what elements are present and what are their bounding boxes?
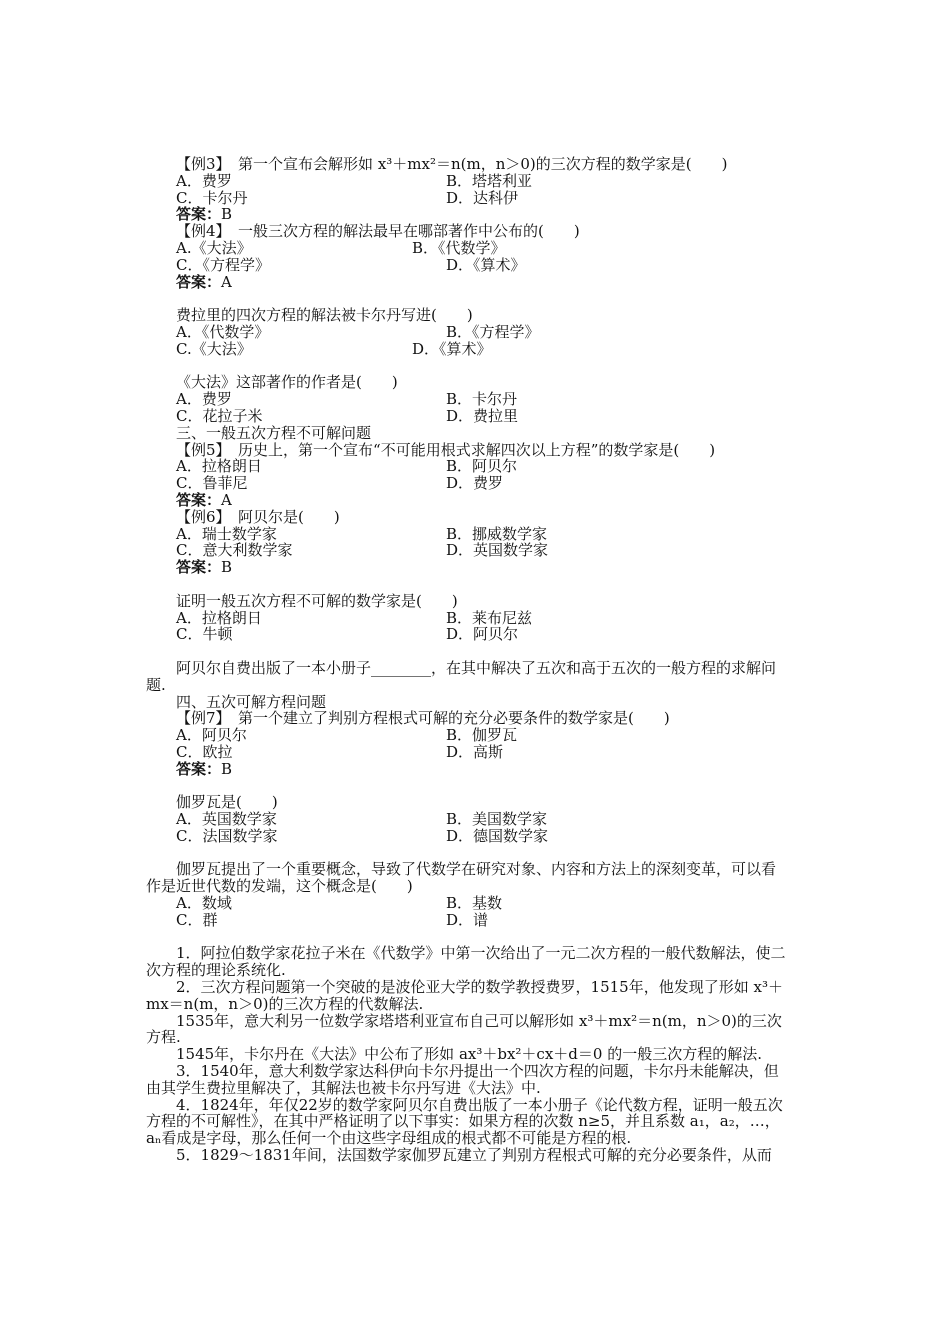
answer-label: 答案： bbox=[176, 490, 222, 509]
option-b: B．阿贝尔 bbox=[446, 457, 518, 476]
note-5: 5．1829～1831年间，法国数学家伽罗瓦建立了判别方程根式可解的充分必要条件，从而 bbox=[176, 1146, 772, 1165]
concept-question: 伽罗瓦提出了一个重要概念，导致了代数学在研究对象、内容和方法上的深刻变革，可以看作是近世代数的发端，这个概念是( ) bbox=[146, 860, 777, 896]
option-c: C.《大法》 bbox=[176, 339, 252, 358]
answer-value: B bbox=[221, 205, 233, 224]
example-7-options-row1 bbox=[176, 727, 816, 744]
answer-value: B bbox=[221, 558, 233, 577]
note-1: 1．阿拉伯数学家花拉子米在《代数学》中第一次给出了一元二次方程的一般代数解法，使二次方程的理论系统化. bbox=[146, 944, 786, 980]
option-b: B．莱布尼兹 bbox=[446, 608, 533, 627]
proof-options-row2 bbox=[176, 626, 816, 643]
answer-value: A bbox=[221, 272, 232, 291]
example-4-question: 【例4】 一般三次方程的解法最早在哪部著作中公布的( ) bbox=[176, 222, 580, 241]
option-c: C．花拉子米 bbox=[176, 406, 263, 425]
example-5-answer bbox=[176, 492, 816, 509]
example-6-question: 【例6】 阿贝尔是( ) bbox=[176, 507, 340, 526]
answer-label: 答案： bbox=[176, 759, 222, 778]
option-d: D．高斯 bbox=[446, 742, 504, 761]
option-a: A．瑞士数学家 bbox=[176, 524, 277, 543]
answer-label: 答案： bbox=[176, 205, 222, 224]
option-a: A．费罗 bbox=[176, 171, 232, 190]
option-c: C．欧拉 bbox=[176, 742, 233, 761]
option-b: B．卡尔丹 bbox=[446, 390, 518, 409]
option-a: A．数域 bbox=[176, 894, 232, 913]
note-2: 2．三次方程问题第一个突破的是波伦亚大学的数学教授费罗，1515年，他发现了形如 x³＋mx＝n(m，n＞0)的三次方程的代数解法. bbox=[146, 978, 783, 1013]
note-3: 3．1540年，意大利数学家达科伊向卡尔丹提出一个四次方程的问题，卡尔丹未能解决，但由其学生费拉里解决了，其解法也被卡尔丹写进《大法》中. bbox=[146, 1062, 779, 1097]
example-3-answer bbox=[176, 206, 816, 223]
option-c: C．鲁菲尼 bbox=[176, 474, 248, 493]
note-4: 4．1824年，年仅22岁的数学家阿贝尔自费出版了一本小册子《论代数方程，证明一般五次方程的不可解性》，在其中严格证明了以下事实：如果方程的次数 n≥5，并且系数 a₁，a₂，…，aₙ看成是字母，那么任何一个由这些字母组成的根式都不可能是方程的根. bbox=[146, 1095, 783, 1148]
section-3-heading: 三、一般五次方程不可解问题 bbox=[176, 423, 372, 442]
option-d: D．谱 bbox=[446, 910, 489, 929]
option-b: B．《方程学》 bbox=[446, 322, 540, 341]
option-a: A．费罗 bbox=[176, 390, 232, 409]
option-d: D．《算术》 bbox=[446, 255, 526, 274]
option-a: A．《代数学》 bbox=[176, 322, 270, 341]
answer-label: 答案： bbox=[176, 272, 222, 291]
option-b: B．《代数学》 bbox=[412, 238, 506, 257]
option-b: B．美国数学家 bbox=[446, 810, 548, 829]
note-2b: 1535年，意大利另一位数学家塔塔利亚宣布自己可以解形如 x³＋mx²＝n(m，n＞0)的三次方程. bbox=[146, 1011, 782, 1047]
option-a: A．拉格朗日 bbox=[176, 457, 262, 476]
proof-question: 证明一般五次方程不可解的数学家是( ) bbox=[176, 591, 458, 610]
example-3-options-row1 bbox=[176, 173, 816, 190]
option-c: C．牛顿 bbox=[176, 625, 233, 644]
note-2c: 1545年，卡尔丹在《大法》中公布了形如 ax³＋bx²＋cx＋d＝0 的一般三次方程的解法. bbox=[176, 1045, 762, 1064]
option-c: C．意大利数学家 bbox=[176, 541, 293, 560]
option-d: D．英国数学家 bbox=[446, 541, 549, 560]
document-page bbox=[146, 155, 816, 1165]
example-5-options-row1 bbox=[176, 458, 816, 475]
option-a: A．英国数学家 bbox=[176, 810, 277, 829]
example-6-answer bbox=[176, 559, 816, 576]
option-d: D．费拉里 bbox=[446, 406, 519, 425]
author-options-row1 bbox=[176, 391, 816, 408]
option-c: C．法国数学家 bbox=[176, 826, 278, 845]
option-b: B．挪威数学家 bbox=[446, 524, 548, 543]
example-5-question: 【例5】 历史上，第一个宣布“不可能用根式求解四次以上方程”的数学家是( ) bbox=[176, 440, 716, 459]
ferrari-options-row2 bbox=[176, 341, 816, 358]
author-question: 《大法》这部著作的作者是( ) bbox=[176, 373, 398, 392]
example-3-options-row2 bbox=[176, 190, 816, 207]
option-d: D．《算术》 bbox=[412, 339, 492, 358]
example-6-options-row1 bbox=[176, 526, 816, 543]
galois-options-row1 bbox=[176, 811, 816, 828]
option-c: C．《方程学》 bbox=[176, 255, 270, 274]
example-7-question: 【例7】 第一个建立了判别方程根式可解的充分必要条件的数学家是( ) bbox=[176, 709, 670, 728]
example-4-options-row2 bbox=[176, 257, 816, 274]
example-4-options-row1 bbox=[176, 240, 816, 257]
ferrari-question: 费拉里的四次方程的解法被卡尔丹写进( ) bbox=[176, 306, 473, 325]
option-a: A．阿贝尔 bbox=[176, 726, 247, 745]
author-options-row2 bbox=[176, 408, 816, 425]
option-b: B．塔塔利亚 bbox=[446, 171, 533, 190]
example-7-answer bbox=[176, 761, 816, 778]
blank-question: 阿贝尔自费出版了一本小册子________，在其中解决了五次和高于五次的一般方程的求解问题. bbox=[146, 658, 777, 694]
option-d: D．阿贝尔 bbox=[446, 625, 519, 644]
answer-value: B bbox=[221, 759, 233, 778]
option-d: D．德国数学家 bbox=[446, 826, 549, 845]
concept-options-row2 bbox=[176, 912, 816, 929]
section-4-heading: 四、五次可解方程问题 bbox=[176, 692, 327, 711]
concept-options-row1 bbox=[176, 895, 816, 912]
example-4-answer bbox=[176, 274, 816, 291]
answer-value: A bbox=[221, 490, 232, 509]
option-d: D．达科伊 bbox=[446, 188, 519, 207]
answer-label: 答案： bbox=[176, 558, 222, 577]
option-c: C．群 bbox=[176, 910, 218, 929]
ferrari-options-row1 bbox=[176, 324, 816, 341]
option-b: B．基数 bbox=[446, 894, 503, 913]
option-a: A．拉格朗日 bbox=[176, 608, 262, 627]
example-7-options-row2 bbox=[176, 744, 816, 761]
option-a: A.《大法》 bbox=[176, 238, 252, 257]
example-6-options-row2 bbox=[176, 542, 816, 559]
proof-options-row1 bbox=[176, 610, 816, 627]
option-b: B．伽罗瓦 bbox=[446, 726, 518, 745]
example-5-options-row2 bbox=[176, 475, 816, 492]
option-c: C．卡尔丹 bbox=[176, 188, 248, 207]
option-d: D．费罗 bbox=[446, 474, 504, 493]
example-3-question: 【例3】 第一个宣布会解形如 x³＋mx²＝n(m，n＞0)的三次方程的数学家是( ) bbox=[176, 155, 728, 173]
galois-options-row2 bbox=[176, 828, 816, 845]
galois-question: 伽罗瓦是( ) bbox=[176, 793, 278, 812]
